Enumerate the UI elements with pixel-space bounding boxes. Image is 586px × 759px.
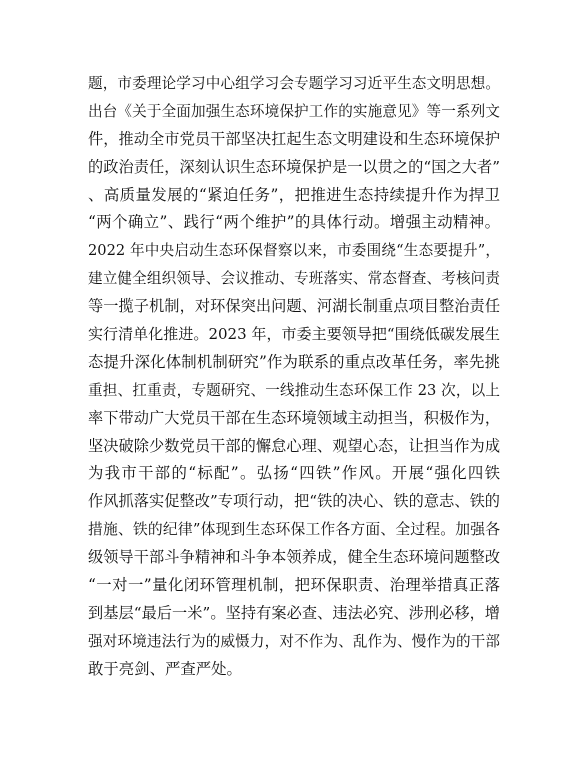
text-line: 到基层“最后一米”。坚持有案必查、违法必究、涉刑必移，增 <box>88 603 500 622</box>
text-line: 率下带动广大党员干部在生态环境领域主动担当，积极作为， <box>88 408 500 427</box>
text-line: 敢于亮剑、严查严处。 <box>88 659 242 678</box>
body-text <box>88 70 500 684</box>
text-line: 级领导干部斗争精神和斗争本领养成，健全生态环境问题整改 <box>88 548 500 567</box>
text-line: 出台《关于全面加强生态环境保护工作的实施意见》等一系列文 <box>88 102 500 120</box>
text-line: 建立健全组织领导、会议推动、专班落实、常态督查、考核问责 <box>88 270 500 288</box>
text-line: 措施、铁的纪律”体现到生态环保工作各方面、全过程。加强各 <box>88 521 500 539</box>
text-line: 题，市委理论学习中心组学习会专题学习习近平生态文明思想。 <box>88 75 500 92</box>
text-line: “两个确立”、践行“两个维护”的具体行动。增强主动精神。 <box>88 213 500 232</box>
text-line: 、高质量发展的“紧迫任务”，把推进生态持续提升作为捍卫 <box>88 185 500 204</box>
text-line: 重担、扛重责，专题研究、一线推动生态环保工作 23 次，以上 <box>88 381 500 399</box>
text-line: 的政治责任，深刻认识生态环境保护是一以贯之的“国之大者” <box>88 157 500 176</box>
text-line: 坚决破除少数党员干部的懈怠心理、观望心态，让担当作为成 <box>88 436 500 455</box>
text-line: 强对环境违法行为的威慑力，对不作为、乱作为、慢作为的干部 <box>88 632 500 650</box>
text-line: 件，推动全市党员干部坚决扛起生态文明建设和生态环境保护 <box>88 129 500 148</box>
text-line: 2022 年中央启动生态环保督察以来，市委围绕“生态要提升”， <box>88 242 500 260</box>
text-line: “一对一”量化闭环管理机制，把环保职责、治理举措真正落 <box>88 576 500 595</box>
text-line: 等一揽子机制，对环保突出问题、河湖长制重点项目整治责任 <box>88 297 500 316</box>
text-line: 态提升深化体制机制研究”作为联系的重点改革任务，率先挑 <box>88 352 500 371</box>
text-line: 实行清单化推进。2023 年，市委主要领导把“围绕低碳发展生 <box>88 325 500 344</box>
text-line: 作风抓落实促整改”专项行动，把“铁的决心、铁的意志、铁的 <box>88 492 500 511</box>
text-line: 为我市干部的“标配”。弘扬“四铁”作风。开展“强化四铁 <box>88 464 500 483</box>
